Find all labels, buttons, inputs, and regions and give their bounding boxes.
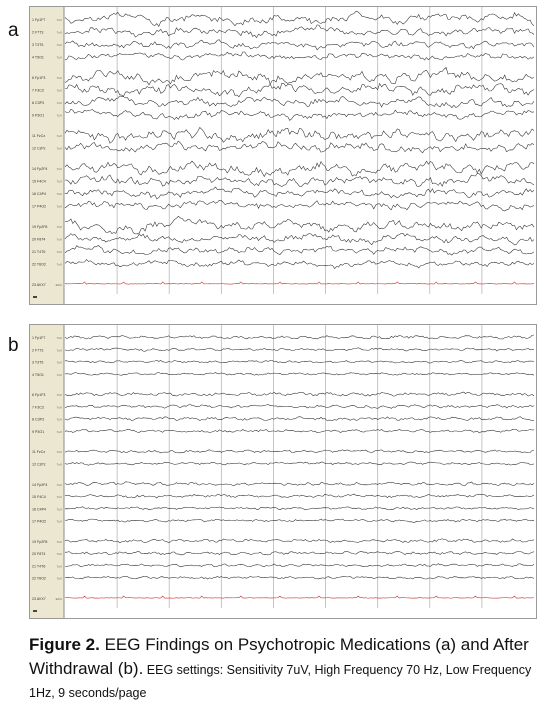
eeg-channel-trace [65,564,534,567]
channel-label: 14 Fp2F4 [32,166,48,171]
channel-label: 21 T4T6 [32,249,46,254]
figure-title: EEG Findings on Psychotropic Medications (a) and After Withdrawal (b). [29,635,529,678]
channel-label: 22 T6O2 [32,576,46,581]
channel-unit: 7uV [56,429,62,434]
channel-unit: 7uV [56,224,62,229]
channel-unit: 7uV [56,507,62,512]
channel-unit: 7uV [56,204,62,209]
channel-unit: 7uV [56,348,62,353]
eeg-channel-trace [65,404,534,408]
channel-unit: 7uV [56,576,62,581]
channel-unit: 7uV [56,495,62,500]
eeg-channel-trace [65,68,534,85]
channel-label: 15 F4C4 [32,495,46,500]
eeg-channel-trace [65,417,534,421]
channel-unit: 7uV [56,539,62,544]
channel-label: 12 CzPz [32,146,46,151]
channel-unit: 7uV [56,237,62,242]
channel-label: 19 Fp2F8 [32,539,48,544]
eeg-channel-trace [65,83,534,97]
eeg-channel-trace [65,335,534,339]
channel-label: 11 FzCz [32,450,46,455]
eeg-channel-trace [65,96,534,108]
channel-unit: 7uV [56,166,62,171]
channel-label: 4 T5O1 [32,55,44,60]
page-marker [33,296,37,298]
channel-label: 1 Fp1F7 [32,336,46,341]
channel-label: 17 P4O2 [32,204,47,209]
eeg-channel-trace [65,200,534,211]
channel-unit: 7uV [56,564,62,569]
channel-unit: 7uV [56,450,62,455]
eeg-channel-trace [65,429,534,433]
channel-label: 9 P3O1 [32,429,45,434]
channel-label: 6 Fp1F3 [32,393,46,398]
channel-unit: 7uV [56,134,62,139]
channel-unit: 7uV [56,43,62,48]
channel-label-column [30,7,64,304]
channel-label: 1 Fp1F7 [32,18,46,23]
eeg-trace-b [30,325,536,618]
channel-label: 2 F7T3 [32,30,44,35]
channel-unit: 7uV [56,76,62,81]
channel-label: 8 C3P3 [32,101,44,106]
channel-label: 21 T4T6 [32,564,46,569]
channel-unit: 7uV [56,519,62,524]
channel-label: 7 F3C3 [32,405,44,410]
channel-unit: EKG [55,596,62,601]
channel-unit: 7uV [56,552,62,557]
channel-label: 19 Fp2F8 [32,224,48,229]
channel-unit: 7uV [56,372,62,377]
channel-unit: EKG [55,282,62,287]
channel-label: 12 CzPz [32,462,46,467]
channel-unit: 7uV [56,101,62,106]
channel-unit: 7uV [56,360,62,365]
eeg-channel-trace [65,482,534,486]
panel-a-letter: a [8,20,19,41]
eeg-channel-trace [65,373,534,376]
channel-unit: 7uV [56,482,62,487]
channel-unit: 7uV [56,249,62,254]
eeg-channel-trace [65,109,534,120]
channel-unit: 7uV [56,336,62,341]
channel-unit: 7uV [56,18,62,23]
channel-label: 17 P4O2 [32,519,47,524]
eeg-channel-trace [65,552,534,555]
eeg-channel-trace [65,519,534,522]
panel-b-letter: b [8,335,19,356]
channel-label: 8 C3P3 [32,417,44,422]
eeg-channel-trace [65,25,534,38]
channel-label-column [30,325,64,618]
channel-label: 23 AVX7 [32,282,46,287]
channel-unit: 7uV [56,191,62,196]
channel-label: 20 F8T4 [32,237,46,242]
eeg-channel-trace [65,539,534,543]
eeg-channel-trace [65,161,534,176]
eeg-panel-a [29,6,537,305]
eeg-channel-trace [65,52,534,60]
channel-label: 11 FzCz [32,134,46,139]
channel-label: 9 P3O1 [32,113,45,118]
eeg-channel-trace [65,260,534,269]
eeg-channel-trace [65,576,534,579]
eeg-channel-trace [65,233,534,245]
channel-label: 16 C4P4 [32,507,46,512]
eeg-channel-trace [65,128,534,144]
ekg-trace [65,596,534,598]
eeg-channel-trace [65,348,534,352]
channel-unit: 7uV [56,405,62,410]
eeg-trace-a [30,7,536,304]
channel-label: 23 AVX7 [32,596,46,601]
eeg-channel-trace [65,494,534,498]
channel-unit: 7uV [56,393,62,398]
eeg-channel-trace [65,392,534,396]
channel-unit: 7uV [56,88,62,93]
eeg-channel-trace [65,360,534,363]
channel-label: 15 F4C4 [32,179,46,184]
channel-label: 4 T5O1 [32,372,44,377]
channel-label: 22 T6O2 [32,262,46,267]
figure-caption [29,633,534,704]
eeg-channel-trace [65,173,534,186]
eeg-channel-trace [65,40,534,50]
channel-label: 16 C4P4 [32,191,46,196]
channel-label: 3 T3T5 [32,43,44,48]
page-marker [33,610,37,612]
channel-unit: 7uV [56,262,62,267]
channel-unit: 7uV [56,30,62,35]
channel-label: 3 T3T5 [32,360,44,365]
figure-label: Figure 2. [29,635,100,654]
channel-unit: 7uV [56,179,62,184]
channel-unit: 7uV [56,417,62,422]
eeg-channel-trace [65,216,534,234]
channel-unit: 7uV [56,146,62,151]
channel-label: 20 F8T4 [32,552,46,557]
channel-label: 7 F3C3 [32,88,44,93]
ekg-trace [65,282,534,284]
eeg-channel-trace [65,450,534,453]
eeg-channel-trace [65,187,534,199]
channel-label: 14 Fp2F4 [32,482,48,487]
eeg-panel-b [29,324,537,619]
eeg-channel-trace [65,245,534,255]
channel-unit: 7uV [56,113,62,118]
channel-unit: 7uV [56,55,62,60]
channel-label: 6 Fp1F3 [32,76,46,81]
eeg-channel-trace [65,11,534,26]
figure-settings: EEG settings: Sensitivity 7uV, High Frequency 70 Hz, Low Frequency 1Hz, 9 seconds/page [29,663,532,700]
eeg-channel-trace [65,462,534,465]
channel-label: 2 F7T3 [32,348,44,353]
eeg-channel-trace [65,141,534,153]
eeg-channel-trace [65,507,534,510]
channel-unit: 7uV [56,462,62,467]
